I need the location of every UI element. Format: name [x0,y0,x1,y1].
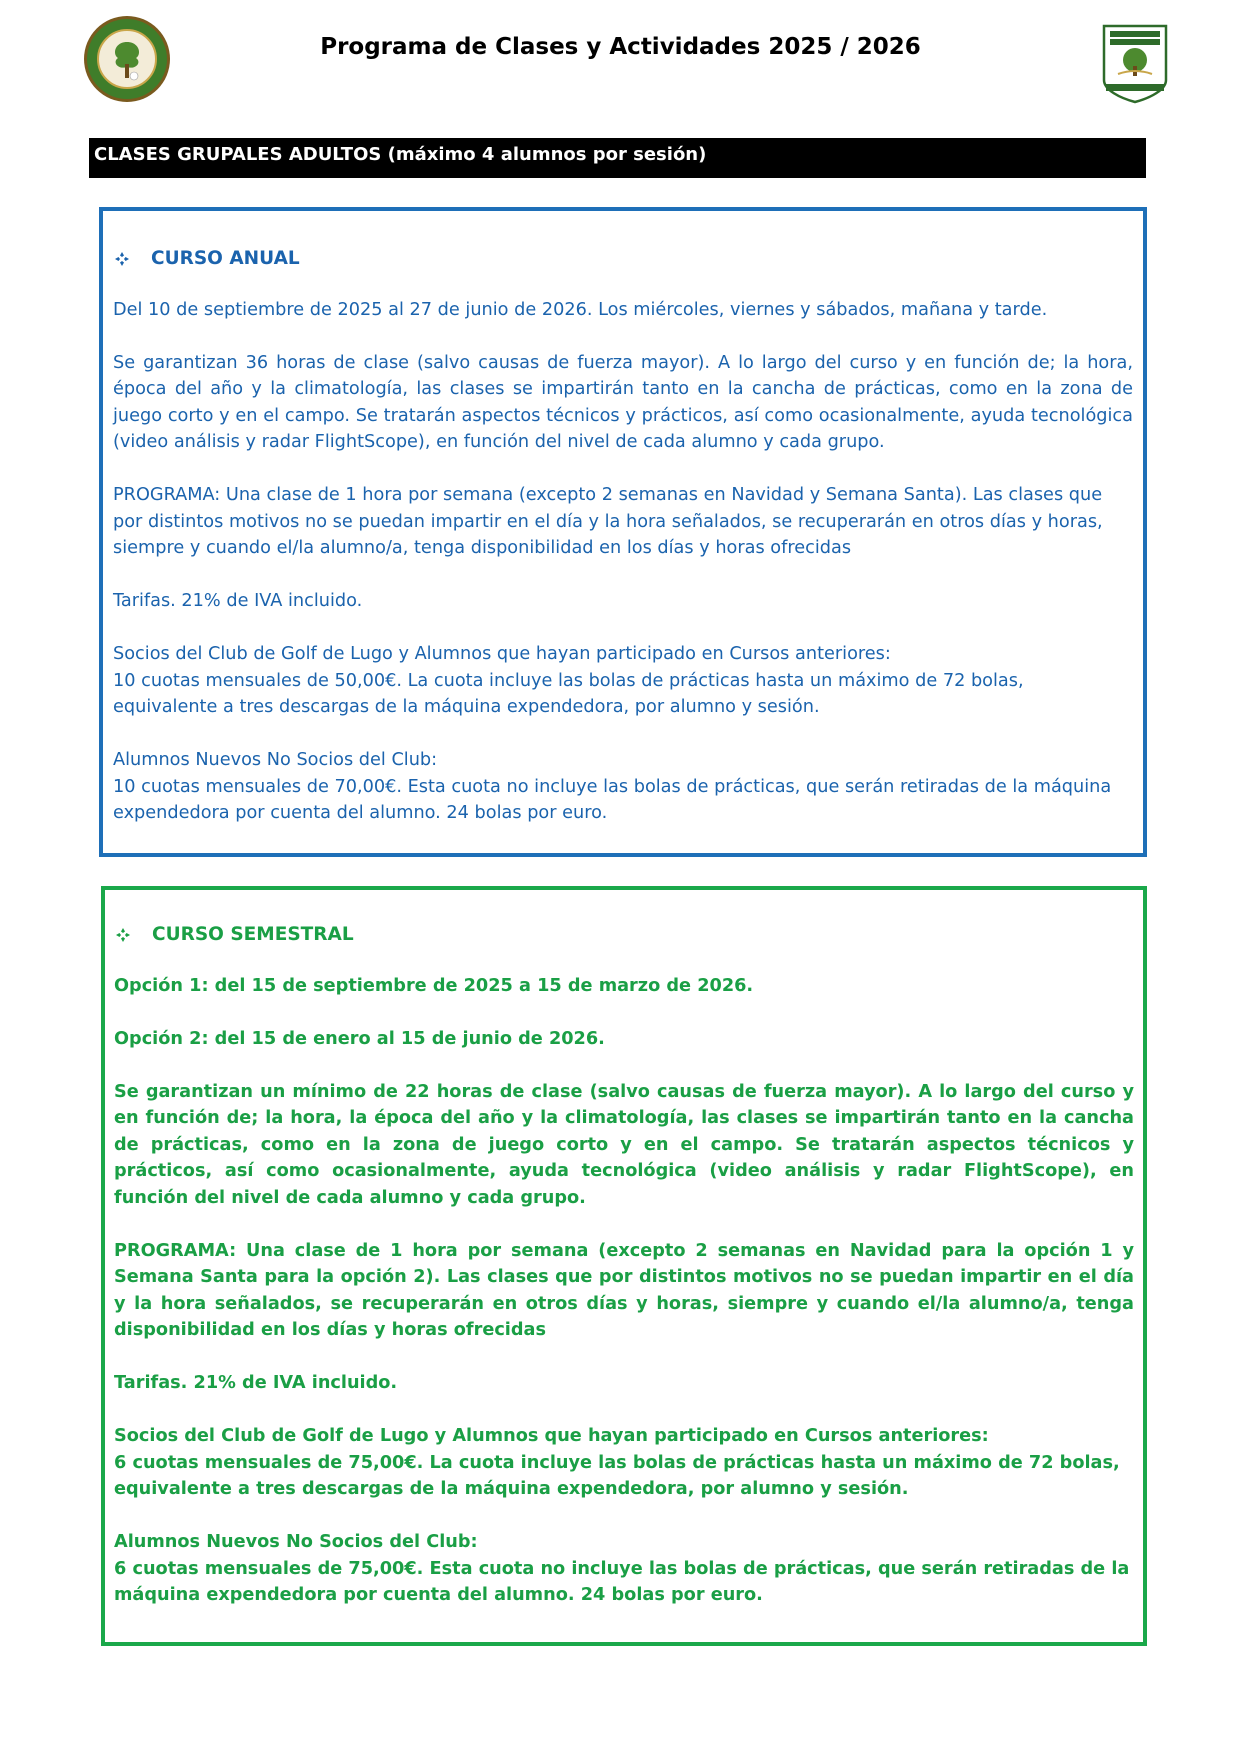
curso-anual-box [99,207,1147,857]
curso-anual-nuevos-text: 10 cuotas mensuales de 70,00€. Esta cuota no incluye las bolas de prácticas, que serán retiradas de la máquina expendedora por cuenta del alumno. 24 bolas por euro. [113,776,1112,823]
curso-anual-socios [113,641,1133,721]
curso-anual-tarifas: Tarifas. 21% de IVA incluido. [113,591,363,611]
curso-semestral-nuevos [114,1529,1134,1609]
curso-anual-socios-text: 10 cuotas mensuales de 50,00€. La cuota incluye las bolas de prácticas hasta un máximo de 72 bolas, equivalente a tres descargas de la máquina expendedora, por alumno y sesión. [113,670,1024,717]
curso-anual-programa: PROGRAMA: Una clase de 1 hora por semana (excepto 2 semanas en Navidad y Semana Santa). Las clases que por distintos motivos no se puedan impartir en el día y la hora señalados, se recuperarán en otros días y horas, siempre y cuando el/la alumno/a, tenga disponibilidad en los días y horas ofrecidas [113,485,1103,558]
curso-anual-dates: Del 10 de septiembre de 2025 al 27 de junio de 2026. Los miércoles, viernes y sábados, mañana y tarde. [113,299,1048,320]
curso-semestral-opcion2: Opción 2: del 15 de enero al 15 de junio de 2026. [114,1028,605,1049]
curso-semestral-heading [114,922,1134,949]
page-title: Programa de Clases y Actividades 2025 / 2026 [320,34,921,60]
curso-anual-nuevos [113,747,1133,827]
curso-semestral-box [101,886,1147,1646]
curso-anual-heading-text: CURSO ANUAL [151,248,300,269]
curso-anual-heading [113,246,1133,273]
curso-semestral-guarantee: Se garantizan un mínimo de 22 horas de clase (salvo causas de fuerza mayor). A lo largo del curso y en función de; la hora, la época del año y la climatología, las clases se impartirán tanto en la cancha de prácticas, como en la zona de juego corto y en el campo. Se tratarán aspectos técnicos y prácticos, así como ocasionalmente, ayuda tecnológica (video análisis y radar FlightScope), en función del nivel de cada alumno y cada grupo. [114,1081,1134,1208]
curso-semestral-nuevos-title: Alumnos Nuevos No Socios del Club: [114,1532,478,1552]
diamond-bullet-icon [115,252,129,266]
curso-semestral-programa: PROGRAMA: Una clase de 1 hora por semana (excepto 2 semanas en Navidad para la opción 1 y Semana Santa para la opción 2). Las clases que por distintos motivos no se puedan impartir en el día y la hora señalados, se recuperarán en otros días y horas, siempre y cuando el/la alumno/a, tenga disponibilidad en los días y horas ofrecidas [114,1240,1134,1340]
curso-anual-nuevos-title: Alumnos Nuevos No Socios del Club: [113,750,438,770]
curso-semestral-socios-text: 6 cuotas mensuales de 75,00€. La cuota incluye las bolas de prácticas hasta un máximo de 72 bolas, equivalente a tres descargas de la máquina expendedora, por alumno y sesión. [114,1452,1120,1499]
curso-semestral-socios [114,1423,1134,1503]
diamond-bullet-icon [116,928,130,942]
section-title-bar: CLASES GRUPALES ADULTOS (máximo 4 alumnos por sesión) [89,138,1146,178]
curso-semestral-opcion1: Opción 1: del 15 de septiembre de 2025 a 15 de marzo de 2026. [114,975,754,996]
curso-semestral-heading-text: CURSO SEMESTRAL [152,924,354,945]
curso-semestral-socios-title: Socios del Club de Golf de Lugo y Alumnos que hayan participado en Cursos anteriores: [114,1426,989,1446]
curso-semestral-tarifas: Tarifas. 21% de IVA incluido. [114,1373,398,1393]
curso-semestral-nuevos-text: 6 cuotas mensuales de 75,00€. Esta cuota no incluye las bolas de prácticas, que serán retiradas de la máquina expendedora por cuenta del alumno. 24 bolas por euro. [114,1558,1130,1605]
curso-anual-socios-title: Socios del Club de Golf de Lugo y Alumnos que hayan participado en Cursos anteriores: [113,644,891,664]
curso-anual-guarantee: Se garantizan 36 horas de clase (salvo causas de fuerza mayor). A lo largo del curso y en función de; la hora, época del año y la climatología, las clases se impartirán tanto en la cancha de prácticas, como en la zona de juego corto y en el campo. Se tratarán aspectos técnicos y prácticos, así como ocasionalmente, ayuda tecnológica (video análisis y radar FlightScope), en función del nivel de cada alumno y cada grupo. [113,352,1133,452]
